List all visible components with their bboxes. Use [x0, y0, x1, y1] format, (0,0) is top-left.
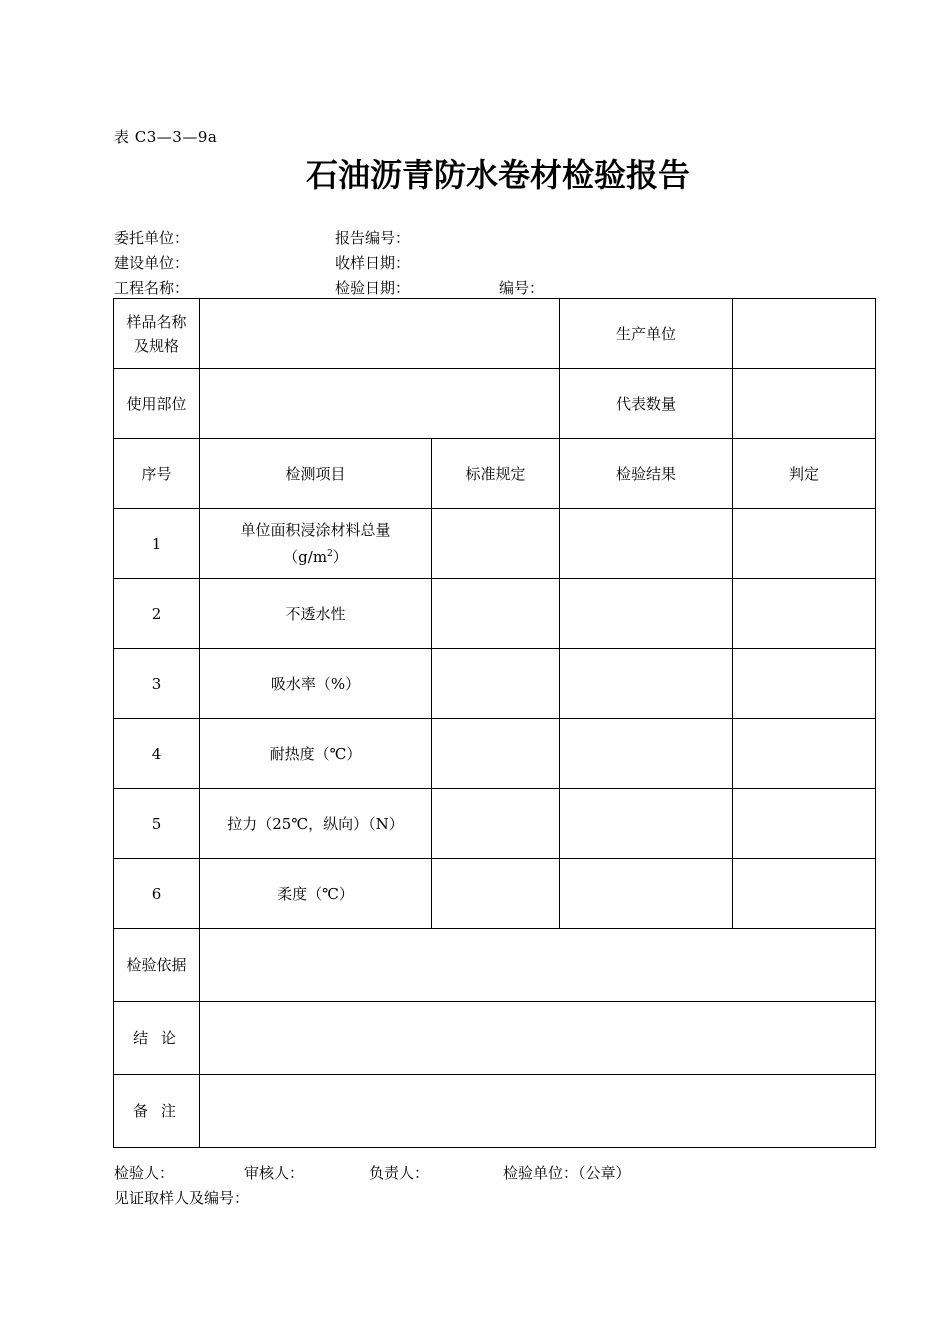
serial-no-label: 编号：	[499, 279, 545, 297]
row-result[interactable]	[560, 579, 733, 649]
row-item: 拉力（25℃，纵向）（N）	[200, 789, 432, 859]
row-seq: 2	[114, 579, 200, 649]
inspection-unit-label: 检验单位：（公章）	[503, 1164, 631, 1182]
row-standard[interactable]	[432, 509, 560, 579]
row-seq: 3	[114, 649, 200, 719]
row-item: 不透水性	[200, 579, 432, 649]
usage-label: 使用部位	[114, 369, 200, 439]
row-judge[interactable]	[733, 579, 876, 649]
receive-date-label: 收样日期：	[335, 254, 411, 272]
report-no-label: 报告编号：	[335, 229, 411, 247]
row-standard[interactable]	[432, 579, 560, 649]
table-row	[114, 719, 876, 789]
header-seq: 序号	[114, 439, 200, 509]
row-standard[interactable]	[432, 859, 560, 929]
row-standard[interactable]	[432, 789, 560, 859]
row-seq: 4	[114, 719, 200, 789]
conclusion-label: 结 论	[114, 1002, 200, 1075]
remarks-value[interactable]	[200, 1075, 876, 1148]
row-judge[interactable]	[733, 719, 876, 789]
inspector-label: 检验人：	[114, 1164, 175, 1182]
test-date-label: 检验日期：	[335, 279, 411, 297]
form-code: 表 C3—3—9a	[114, 128, 218, 146]
basis-label: 检验依据	[114, 929, 200, 1002]
producer-value[interactable]	[733, 299, 876, 369]
conclusion-value[interactable]	[200, 1002, 876, 1075]
table-row	[114, 649, 876, 719]
usage-value[interactable]	[200, 369, 560, 439]
producer-label: 生产单位	[560, 299, 733, 369]
remarks-label: 备 注	[114, 1075, 200, 1148]
row-standard[interactable]	[432, 719, 560, 789]
entrust-unit-label: 委托单位：	[114, 229, 190, 247]
sample-row	[114, 299, 876, 369]
row-item: 单位面积浸涂材料总量 $(g/m^2)$	[200, 509, 432, 579]
row-judge[interactable]	[733, 789, 876, 859]
row-seq: 5	[114, 789, 200, 859]
row-seq: 1	[114, 509, 200, 579]
quantity-value[interactable]	[733, 369, 876, 439]
row-result[interactable]	[560, 859, 733, 929]
sample-name-value[interactable]	[200, 299, 560, 369]
row-judge[interactable]	[733, 649, 876, 719]
header-result: 检验结果	[560, 439, 733, 509]
conclusion-row	[114, 1002, 876, 1075]
page-title: 石油沥青防水卷材检验报告	[305, 156, 690, 194]
responsible-label: 负责人：	[369, 1164, 430, 1182]
quantity-label: 代表数量	[560, 369, 733, 439]
sample-name-label: 样品名称 及规格	[114, 299, 200, 369]
row-judge[interactable]	[733, 509, 876, 579]
table-row	[114, 789, 876, 859]
remarks-row	[114, 1075, 876, 1148]
report-table	[113, 298, 876, 1148]
header-row	[114, 439, 876, 509]
row-judge[interactable]	[733, 859, 876, 929]
row-result[interactable]	[560, 789, 733, 859]
row-item: 耐热度（℃）	[200, 719, 432, 789]
row-seq: 6	[114, 859, 200, 929]
row-result[interactable]	[560, 719, 733, 789]
basis-value[interactable]	[200, 929, 876, 1002]
row-result[interactable]	[560, 649, 733, 719]
witness-label: 见证取样人及编号：	[114, 1189, 250, 1207]
header-standard: 标准规定	[432, 439, 560, 509]
row-item: 吸水率（%）	[200, 649, 432, 719]
usage-row	[114, 369, 876, 439]
table-row	[114, 579, 876, 649]
table-row	[114, 509, 876, 579]
build-unit-label: 建设单位：	[114, 254, 190, 272]
table-row	[114, 859, 876, 929]
row-item: 柔度（℃）	[200, 859, 432, 929]
reviewer-label: 审核人：	[244, 1164, 305, 1182]
project-name-label: 工程名称：	[114, 279, 190, 297]
header-item: 检测项目	[200, 439, 432, 509]
row-result[interactable]	[560, 509, 733, 579]
basis-row	[114, 929, 876, 1002]
header-judge: 判定	[733, 439, 876, 509]
row-standard[interactable]	[432, 649, 560, 719]
